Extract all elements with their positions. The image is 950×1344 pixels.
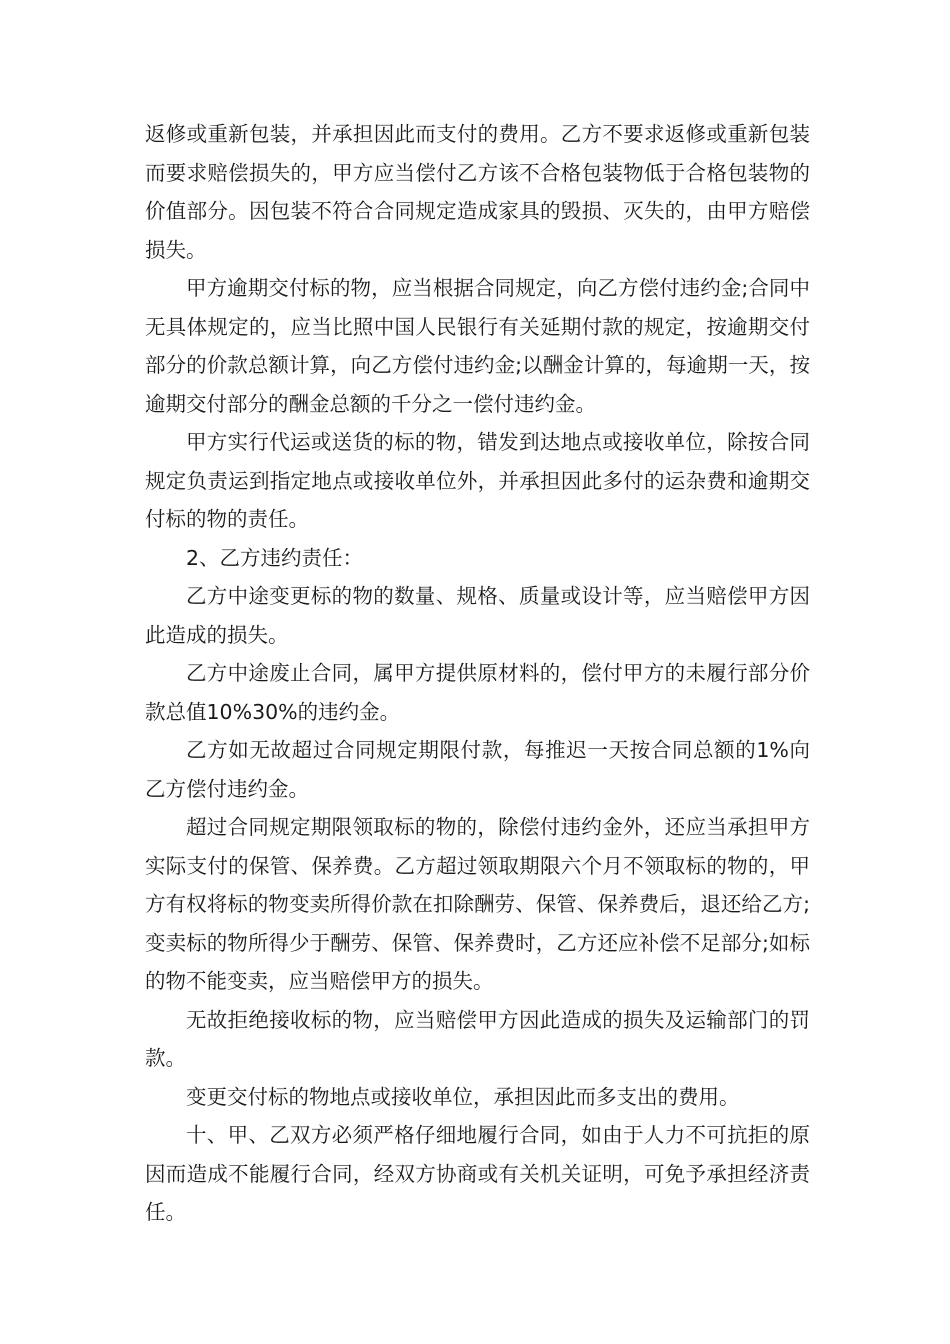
paragraph-refusal: 无故拒绝接收标的物，应当赔偿甲方因此造成的损失及运输部门的罚款。 <box>145 1007 810 1070</box>
paragraph-change-specs: 乙方中途变更标的物的数量、规格、质量或设计等，应当赔偿甲方因此造成的损失。 <box>145 584 810 647</box>
paragraph-late-payment: 乙方如无故超过合同规定期限付款，每推迟一天按合同总额的1%向乙方偿付违约金。 <box>145 738 810 801</box>
paragraph-packaging-continuation: 返修或重新包装，并承担因此而支付的费用。乙方不要求返修或重新包装而要求赔偿损失的，甲方应当偿付乙方该不合格包装物低于合格包装物的价值部分。因包装不符合合同规定造成家具的毁损、灭失的，由甲方赔偿损失。 <box>145 122 810 262</box>
section-heading-party-b-liability: 2、乙方违约责任： <box>186 545 364 570</box>
paragraph-late-delivery: 甲方逾期交付标的物，应当根据合同规定，向乙方偿付违约金;合同中无具体规定的，应当比照中国人民银行有关延期付款的规定，按逾期交付部分的价款总额计算，向乙方偿付违约金;以酬金计算的，每逾期一天，按逾期交付部分的酬金总额的千分之一偿付违约金。 <box>145 276 810 416</box>
paragraph-late-pickup: 超过合同规定期限领取标的物的，除偿付违约金外，还应当承担甲方实际支付的保管、保养费。乙方超过领取期限六个月不领取标的物的，甲方有权将标的物变卖所得价款在扣除酬劳、保管、保养费后，退还给乙方;变卖标的物所得少于酬劳、保管、保养费时，乙方还应补偿不足部分;如标的物不能变卖，应当赔偿甲方的损失。 <box>145 815 810 993</box>
paragraph-change-location: 变更交付标的物地点或接收单位，承担因此而多支出的费用。 <box>186 1084 740 1109</box>
paragraph-misdelivery: 甲方实行代运或送货的标的物，错发到达地点或接收单位，除按合同规定负责运到指定地点或接收单位外，并承担因此多付的运杂费和逾期交付标的物的责任。 <box>145 430 810 531</box>
paragraph-termination: 乙方中途废止合同，属甲方提供原材料的，偿付甲方的未履行部分价款总值10%30%的违约金。 <box>145 661 810 724</box>
paragraph-force-majeure: 十、甲、乙双方必须严格仔细地履行合同，如由于人力不可抗拒的原因而造成不能履行合同，经双方协商或有关机关证明，可免予承担经济责任。 <box>145 1123 810 1224</box>
document-body <box>145 115 810 1232</box>
